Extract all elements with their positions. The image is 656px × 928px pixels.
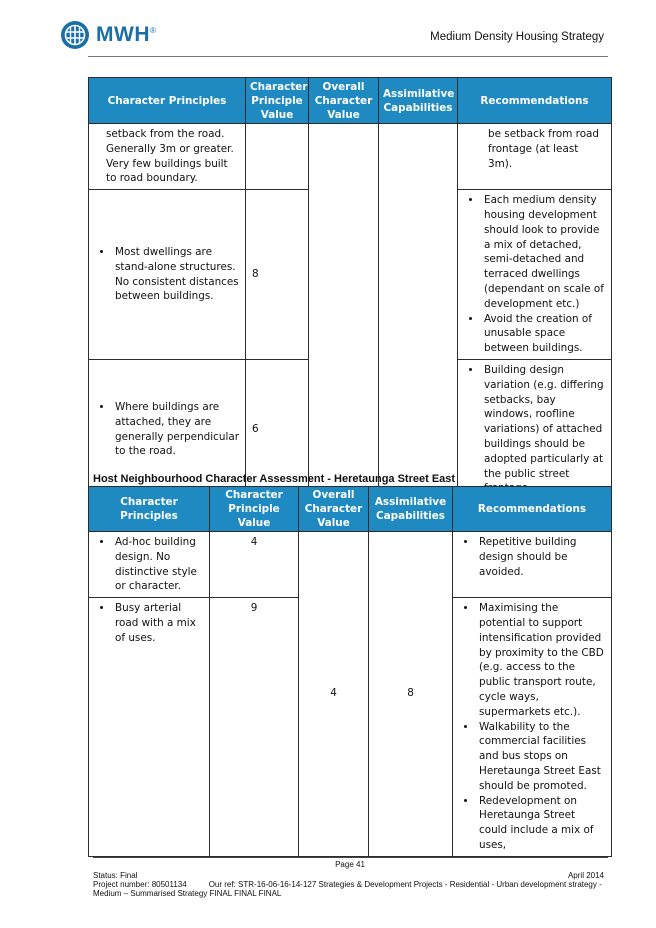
character-table-continued [88,77,612,500]
header-principle-value: Character Principle Value [210,487,299,532]
recommendation-bullet: • Maximising the potential to support intensification provided by proximity to the CBD (e.g. access to the public transport route, cycle ways, supermarkets etc.). [477,601,605,719]
table-row [89,532,612,598]
assimilative-cell: 8 [369,532,453,857]
principle-bullet: • Busy arterial road with a mix of uses. [113,601,203,645]
header-assimilative: Assimilative Capabilities [369,487,453,532]
principle-bullet: • Ad-hoc building design. No distinctive style or character. [113,535,203,594]
logo-text: MWH® [96,23,157,46]
recommendation-cell [458,359,612,499]
date-text: April 2014 [567,871,604,880]
principle-cell [89,532,210,598]
overall-value-cell [309,124,379,500]
footer-divider [93,857,608,858]
section-title: Host Neighbourhood Character Assessment - Heretaunga Street East [93,473,456,485]
table-row [89,124,612,190]
header-recommendations: Recommendations [453,487,612,532]
recommendation-cell: be setback from road frontage (at least 3m). [458,124,612,190]
mwh-logo [60,20,156,50]
principle-bullet: • Most dwellings are stand-alone structures. No consistent distances between buildings. [113,245,239,304]
project-number: Project number: 80501134 [93,880,187,889]
header-recommendations: Recommendations [458,78,612,124]
assimilative-cell [379,124,458,500]
recommendation-bullet: • Avoid the creation of unusable space between buildings. [482,312,605,356]
value-cell: 8 [246,190,309,360]
principle-cell [89,598,210,857]
table-header-row [89,78,612,124]
principle-cell: setback from the road. Generally 3m or greater. Very few buildings built to road boundary. [89,124,246,190]
header-character-principles: Character Principles [89,487,210,532]
reference-text: Our ref: STR-16-06-16-14-127 Strategies & Development Projects - Residential - Urban development strategy - [208,880,602,889]
recommendation-cell [458,190,612,360]
value-cell: 6 [246,359,309,499]
value-cell: 4 [210,532,299,598]
recommendation-bullet: • Redevelopment on Heretaunga Street could include a mix of uses, [477,794,605,853]
value-cell [246,124,309,190]
overall-value-cell: 4 [299,532,369,857]
header-assimilative: Assimilative Capabilities [379,78,458,124]
value-cell: 9 [210,598,299,857]
header-principle-value: Character Principle Value [246,78,309,124]
principle-cell [89,190,246,360]
page-number: Page 41 [335,860,365,869]
recommendation-bullet: • Walkability to the commercial facilities and bus stops on Heretaunga Street East should be promoted. [477,720,605,794]
table-header-row [89,487,612,532]
header-divider [88,56,608,57]
header-overall-value: Overall Character Value [309,78,379,124]
recommendation-cell [453,532,612,598]
status-text: Status: Final [93,871,138,880]
globe-logo-icon [60,20,90,50]
heretaunga-street-east-table [88,486,612,857]
recommendation-cell [453,598,612,857]
reference-continued: Medium – Summarised Strategy FINAL FINAL FINAL [93,889,282,898]
principle-bullet: • Where buildings are attached, they are generally perpendicular to the road. [113,400,239,459]
recommendation-bullet: • Each medium density housing development should look to provide a mix of detached, semi-detached and terraced dwellings (dependant on scale of development etc.) [482,193,605,311]
header-character-principles: Character Principles [89,78,246,124]
footer-reference-line [93,880,602,889]
document-title: Medium Density Housing Strategy [430,31,604,43]
recommendation-bullet: • Repetitive building design should be avoided. [477,535,605,579]
recommendation-bullet: • Building design variation (e.g. differing setbacks, bay windows, roofline variations) of attached buildings should be adopted particularly at the public street [482,363,605,496]
header-overall-value: Overall Character Value [299,487,369,532]
